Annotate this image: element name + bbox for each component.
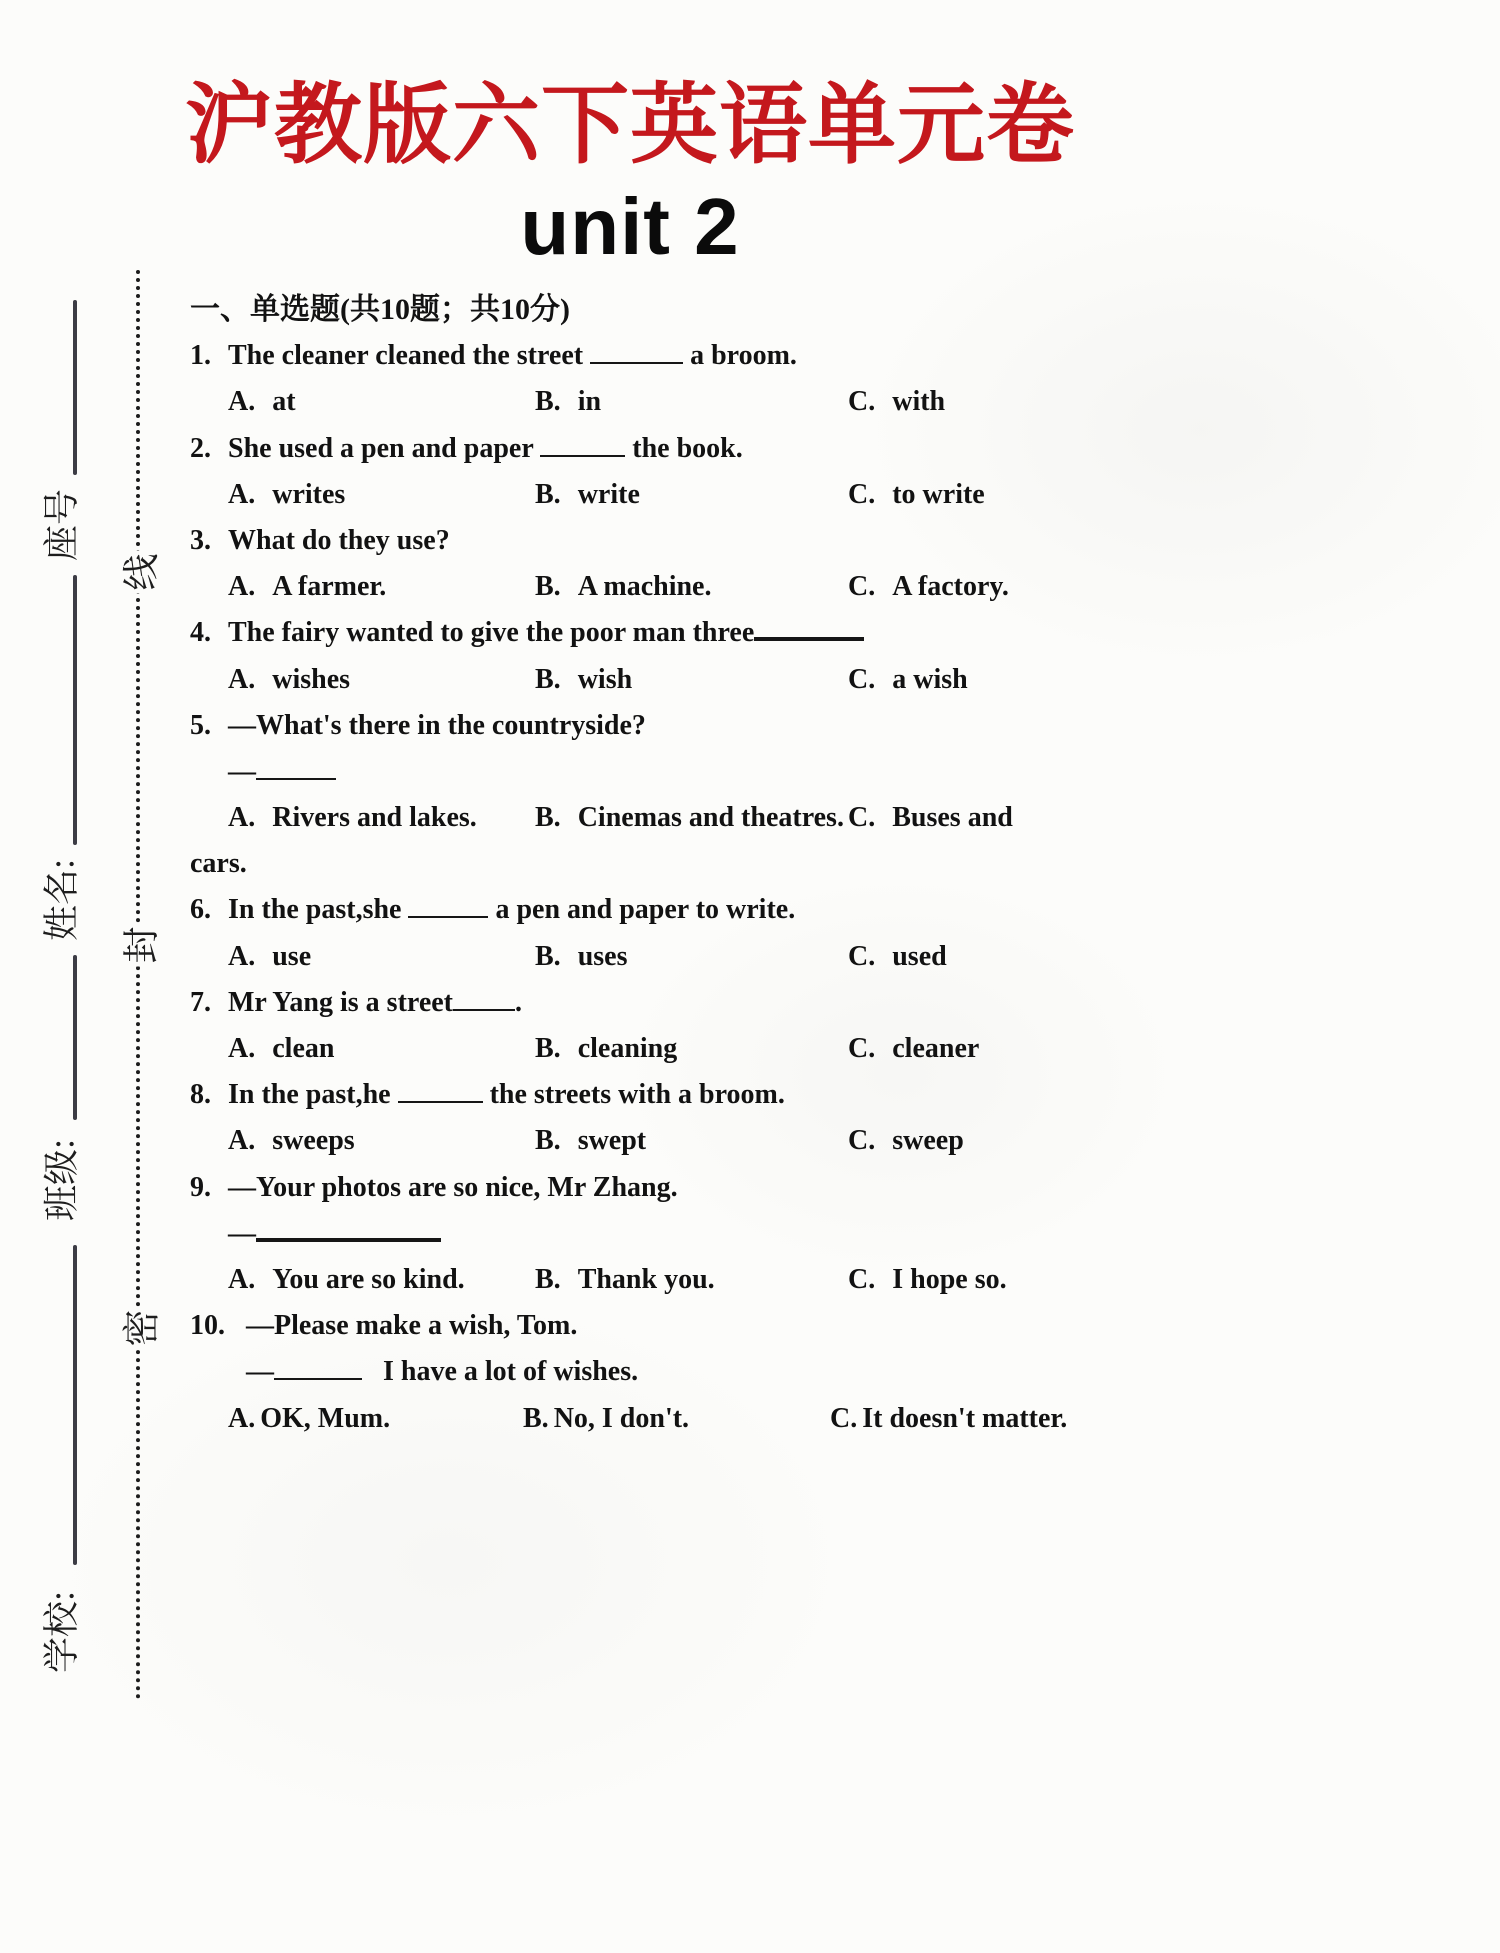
exam-title: 沪教版六下英语单元卷 <box>184 75 1075 174</box>
question-number: 5. <box>190 709 211 741</box>
option-label: C. <box>848 940 876 972</box>
option-b <box>535 1257 848 1303</box>
option-label: C. <box>848 663 876 695</box>
option-c <box>848 564 1295 610</box>
option-label: C. <box>848 1263 876 1295</box>
option-b <box>535 1118 848 1164</box>
option-label: A. <box>228 663 256 695</box>
option-c <box>848 379 1295 425</box>
options-row <box>190 795 1295 841</box>
option-label: A. <box>228 386 256 418</box>
option-label: A. <box>228 571 256 603</box>
seal-char-mi: 密 <box>111 1307 165 1350</box>
option-label: A. <box>228 1263 256 1295</box>
options-row <box>190 472 1295 518</box>
option-text: A factory. <box>892 571 1009 603</box>
option-c <box>830 1396 1295 1442</box>
stem-text: —Please make a wish, Tom. <box>246 1310 578 1342</box>
answer-blank <box>274 1363 362 1380</box>
option-label: B. <box>535 386 561 418</box>
sidebar-field-label-seat-number: 座号 <box>41 488 82 562</box>
answer-blank <box>256 1222 441 1241</box>
question-number: 6. <box>190 894 211 926</box>
option-text: uses <box>577 940 628 972</box>
question-number: 10. <box>190 1310 225 1342</box>
seal-char-line: 线 <box>111 551 165 594</box>
option-b <box>535 564 848 610</box>
question-number: 1. <box>190 340 211 372</box>
stem-text: a pen and paper to write. <box>488 894 796 926</box>
option-label: B. <box>523 1402 549 1434</box>
option-label: C. <box>848 386 876 418</box>
option-text: I hope so. <box>892 1263 1007 1295</box>
answer-blank <box>754 622 864 641</box>
option-a <box>228 1396 523 1442</box>
answer-blank <box>453 993 515 1010</box>
option-text: writes <box>272 478 346 510</box>
option-b <box>535 934 848 980</box>
option-text: You are so kind. <box>272 1263 465 1295</box>
question-stem-line <box>190 1072 1295 1118</box>
option-a <box>228 379 535 425</box>
option-c <box>848 1118 1295 1164</box>
option-label: B. <box>535 940 561 972</box>
option-label: A. <box>228 940 256 972</box>
question-number: 8. <box>190 1079 211 1111</box>
option-c <box>848 795 1295 841</box>
options-row <box>190 379 1295 425</box>
seal-line-solid-segment <box>73 955 77 1120</box>
seal-line-dotted <box>136 270 140 1700</box>
option-text: in <box>577 386 602 418</box>
stem-text: — <box>228 1217 256 1249</box>
question-stem-line <box>190 887 1295 933</box>
stem-text: — <box>228 755 256 787</box>
option-a <box>228 1257 535 1303</box>
option-text: with <box>892 386 946 418</box>
option-a <box>228 564 535 610</box>
option-label: B. <box>535 1033 561 1064</box>
stem-text: She used a pen and paper <box>228 432 541 464</box>
option-a <box>228 795 535 841</box>
option-label: C. <box>848 571 876 603</box>
option-label: C. <box>848 802 876 834</box>
stem-text: The cleaner cleaned the street <box>228 340 591 372</box>
question-stem-line <box>190 980 1295 1026</box>
option-b <box>535 657 848 703</box>
options-row <box>190 1026 1295 1072</box>
stem-text: I have a lot of wishes. <box>362 1356 639 1388</box>
option-a <box>228 657 535 703</box>
question-number: 2. <box>190 432 211 464</box>
option-text: swept <box>577 1125 647 1157</box>
option-label: A. <box>228 1402 256 1434</box>
option-label: B. <box>535 1125 561 1157</box>
stem-text: What do they use? <box>228 524 450 556</box>
option-text: Cinemas and theatres. <box>577 802 844 834</box>
question-number: 4. <box>190 617 211 649</box>
option-label: A. <box>228 1125 256 1157</box>
option-text: OK, Mum. <box>260 1402 391 1434</box>
options-row <box>190 1257 1295 1303</box>
options-row <box>190 1118 1295 1164</box>
option-text: wishes <box>272 663 351 695</box>
option-a <box>228 1026 535 1072</box>
option-text: at <box>272 386 296 418</box>
option-label: B. <box>535 663 561 695</box>
answer-blank <box>398 1086 483 1103</box>
option-c <box>848 934 1295 980</box>
answer-blank <box>540 439 625 456</box>
option-text: Thank you. <box>577 1263 715 1295</box>
question-stem-line <box>190 703 1295 749</box>
option-text: wish <box>577 663 633 695</box>
question-stem-line <box>190 1211 1295 1257</box>
question-section <box>190 287 1295 1442</box>
unit-subtitle: unit 2 <box>520 182 740 271</box>
answer-blank <box>408 901 488 918</box>
option-text: A machine. <box>577 571 712 603</box>
option-text: cleaner <box>892 1033 980 1064</box>
question-number: 9. <box>190 1171 211 1203</box>
question-stem-line <box>190 1303 1295 1349</box>
option-label: A. <box>228 1033 256 1064</box>
option-label: C. <box>848 478 876 510</box>
section-heading: 一、单选题(共10题；共10分) <box>190 293 570 326</box>
seal-line-solid-segment <box>73 575 77 845</box>
answer-blank <box>590 347 683 364</box>
option-a <box>228 472 535 518</box>
option-label: C. <box>848 1033 876 1064</box>
seal-char-feng: 封 <box>111 924 165 967</box>
question-stem-line <box>190 610 1295 656</box>
answer-blank <box>256 762 336 779</box>
question-stem-line <box>190 1349 1295 1395</box>
option-text: use <box>272 940 312 972</box>
option-b <box>535 379 848 425</box>
option-text: It doesn't matter. <box>862 1402 1068 1434</box>
stem-text: the streets with a broom. <box>482 1079 785 1111</box>
question-stem-line <box>190 1165 1295 1211</box>
option-text: clean <box>272 1033 335 1064</box>
option-label: B. <box>535 802 561 834</box>
option-text: a wish <box>892 663 968 695</box>
stem-text: — <box>246 1356 274 1388</box>
stem-tail: cars. <box>190 848 247 880</box>
option-text: used <box>892 940 947 972</box>
option-b <box>535 1026 848 1072</box>
question-stem-line <box>190 749 1295 795</box>
stem-text: In the past,he <box>228 1079 398 1111</box>
seal-line-solid-segment <box>73 300 77 475</box>
sidebar-field-label-school: 学校: <box>41 1590 82 1674</box>
stem-text: Mr Yang is a street <box>228 986 453 1018</box>
option-b <box>535 472 848 518</box>
option-text: sweeps <box>272 1125 355 1157</box>
stem-text: the book. <box>625 432 743 464</box>
option-a <box>228 934 535 980</box>
option-text: No, I don't. <box>553 1402 690 1434</box>
option-c <box>848 1257 1295 1303</box>
stem-text: The fairy wanted to give the poor man three <box>228 617 755 649</box>
options-row <box>190 1396 1295 1442</box>
option-label: B. <box>535 1263 561 1295</box>
option-label: A. <box>228 478 256 510</box>
option-c <box>848 657 1295 703</box>
stem-text: . <box>515 986 522 1018</box>
question-stem-line <box>190 333 1295 379</box>
option-b <box>535 795 848 841</box>
question-number: 7. <box>190 986 211 1018</box>
options-row <box>190 934 1295 980</box>
sidebar-field-label-name: 姓名: <box>41 858 82 942</box>
stem-text: a broom. <box>683 340 797 372</box>
option-text: to write <box>892 478 985 510</box>
option-label: B. <box>535 478 561 510</box>
option-text: cleaning <box>577 1033 678 1064</box>
stem-text: —Your photos are so nice, Mr Zhang. <box>228 1171 678 1203</box>
option-a <box>228 1118 535 1164</box>
option-text: Rivers and lakes. <box>272 802 477 834</box>
option-b <box>523 1396 830 1442</box>
question-stem-line <box>190 518 1295 564</box>
option-label: A. <box>228 802 256 834</box>
options-row <box>190 657 1295 703</box>
option-c <box>848 472 1295 518</box>
question-stem-line <box>190 426 1295 472</box>
option-text: Buses and <box>892 802 1013 834</box>
stem-text: In the past,she <box>228 894 409 926</box>
question-number: 3. <box>190 524 211 556</box>
option-label: C. <box>830 1402 858 1434</box>
seal-line-solid-segment <box>73 1245 77 1565</box>
option-text: write <box>577 478 640 510</box>
stem-text: —What's there in the countryside? <box>228 709 646 741</box>
options-row <box>190 564 1295 610</box>
option-c <box>848 1026 1295 1072</box>
option-text: sweep <box>892 1125 964 1157</box>
title-block <box>100 70 1160 270</box>
option-label: C. <box>848 1125 876 1157</box>
option-text: A farmer. <box>272 571 387 603</box>
questions <box>190 333 1295 1442</box>
option-label: B. <box>535 571 561 603</box>
sidebar-field-label-class: 班级: <box>41 1138 82 1222</box>
